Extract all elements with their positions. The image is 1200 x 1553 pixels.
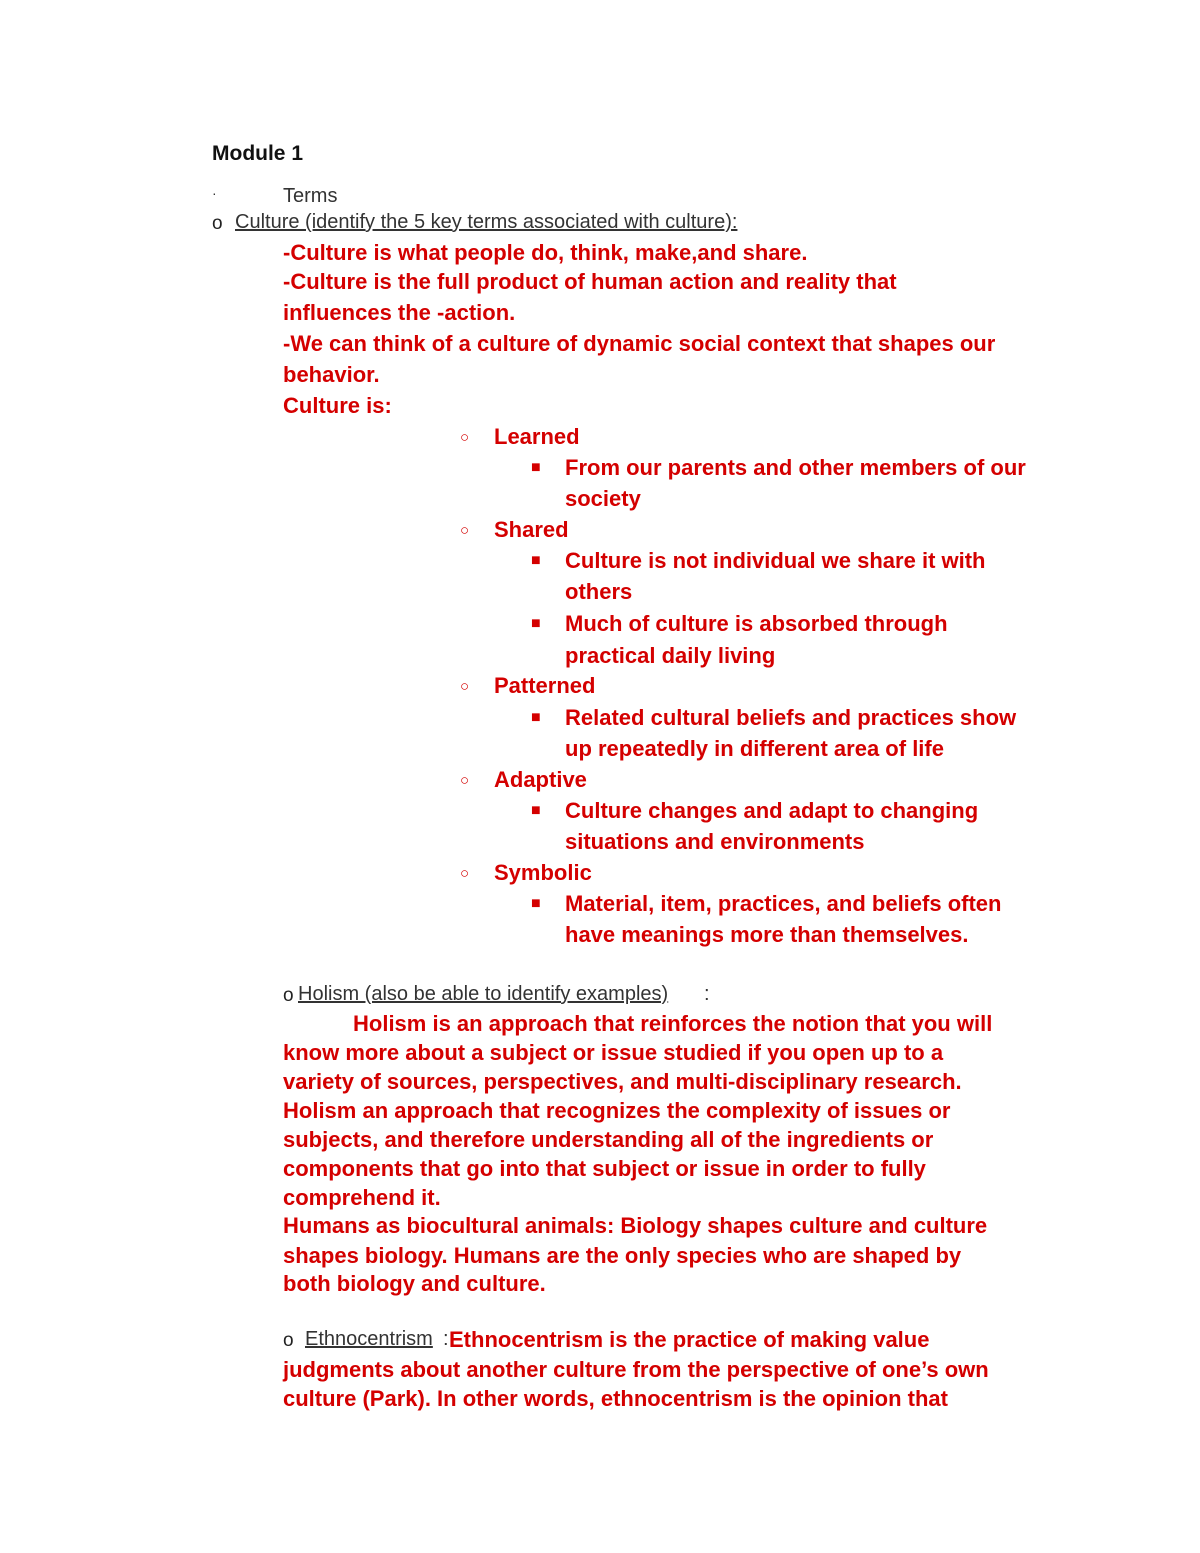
ethnocentrism-colon: : — [443, 1328, 449, 1350]
detail-bullet: ■ — [531, 459, 541, 476]
detail-bullet: ■ — [531, 709, 541, 726]
trait-bullet: ○ — [460, 772, 470, 789]
trait-bullet: ○ — [460, 429, 470, 446]
trait-bullet: ○ — [460, 678, 470, 695]
detail-line: up repeatedly in different area of life — [565, 736, 944, 761]
holism-line-8: Humans as biocultural animals: Biology shapes culture and culture — [283, 1213, 988, 1238]
detail-line: From our parents and other members of our — [565, 455, 1026, 480]
detail-line: Much of culture is absorbed through — [565, 611, 948, 636]
holism-line-6: components that go into that subject or issue in order to fully — [283, 1156, 926, 1181]
holism-bullet: o — [283, 985, 294, 1006]
culture-line-1: -Culture is what people do, think, make,and share. — [283, 240, 808, 265]
holism-line-2: know more about a subject or issue studied if you open up to a — [283, 1040, 944, 1065]
trait-adaptive: Adaptive — [494, 767, 587, 792]
culture-line-3: influences the -action. — [283, 300, 516, 325]
trait-patterned: Patterned — [494, 673, 596, 698]
detail-line: others — [565, 579, 633, 604]
detail-line: situations and environments — [565, 829, 865, 854]
holism-heading: Holism (also be able to identify examples) — [298, 983, 669, 1005]
culture-heading: Culture (identify the 5 key terms associated with culture): — [235, 211, 738, 233]
detail-bullet: ■ — [531, 802, 541, 819]
holism-line-5: subjects, and therefore understanding all of the ingredients or — [283, 1127, 934, 1152]
trait-symbolic: Symbolic — [494, 860, 592, 885]
trait-shared: Shared — [494, 517, 569, 542]
holism-line-1: Holism is an approach that reinforces the notion that you will — [353, 1011, 993, 1036]
terms-bullet: · — [212, 185, 217, 201]
holism-line-9: shapes biology. Humans are the only species who are shaped by — [283, 1243, 962, 1268]
holism-line-4: Holism an approach that recognizes the complexity of issues or — [283, 1098, 951, 1123]
ethnocentrism-heading: Ethnocentrism — [305, 1328, 433, 1350]
detail-bullet: ■ — [531, 895, 541, 912]
detail-line: society — [565, 486, 641, 511]
detail-bullet: ■ — [531, 615, 541, 632]
holism-line-10: both biology and culture. — [283, 1271, 546, 1296]
holism-line-3: variety of sources, perspectives, and multi-disciplinary research. — [283, 1069, 962, 1094]
module-title: Module 1 — [212, 142, 304, 165]
culture-is-label: Culture is: — [283, 393, 392, 418]
trait-bullet: ○ — [460, 865, 470, 882]
trait-learned: Learned — [494, 424, 580, 449]
ethnocentrism-line-2: judgments about another culture from the perspective of one’s own — [283, 1357, 989, 1382]
detail-bullet: ■ — [531, 552, 541, 569]
terms-label: Terms — [283, 185, 338, 207]
culture-line-4: -We can think of a culture of dynamic social context that shapes our — [283, 331, 996, 356]
detail-line: have meanings more than themselves. — [565, 922, 969, 947]
ethnocentrism-line-3: culture (Park). In other words, ethnocentrism is the opinion that — [283, 1386, 948, 1411]
detail-line: Culture is not individual we share it with — [565, 548, 986, 573]
trait-bullet: ○ — [460, 522, 470, 539]
detail-line: practical daily living — [565, 643, 776, 668]
detail-line: Related cultural beliefs and practices show — [565, 705, 1017, 730]
ethnocentrism-bullet: o — [283, 1330, 294, 1351]
holism-colon: : — [704, 983, 710, 1005]
holism-line-7: comprehend it. — [283, 1185, 441, 1210]
culture-bullet: o — [212, 213, 223, 234]
culture-line-5: behavior. — [283, 362, 380, 387]
detail-line: Material, item, practices, and beliefs often — [565, 891, 1002, 916]
detail-line: Culture changes and adapt to changing — [565, 798, 979, 823]
ethnocentrism-line-1: Ethnocentrism is the practice of making value — [449, 1327, 930, 1352]
culture-line-2: -Culture is the full product of human action and reality that — [283, 269, 897, 294]
